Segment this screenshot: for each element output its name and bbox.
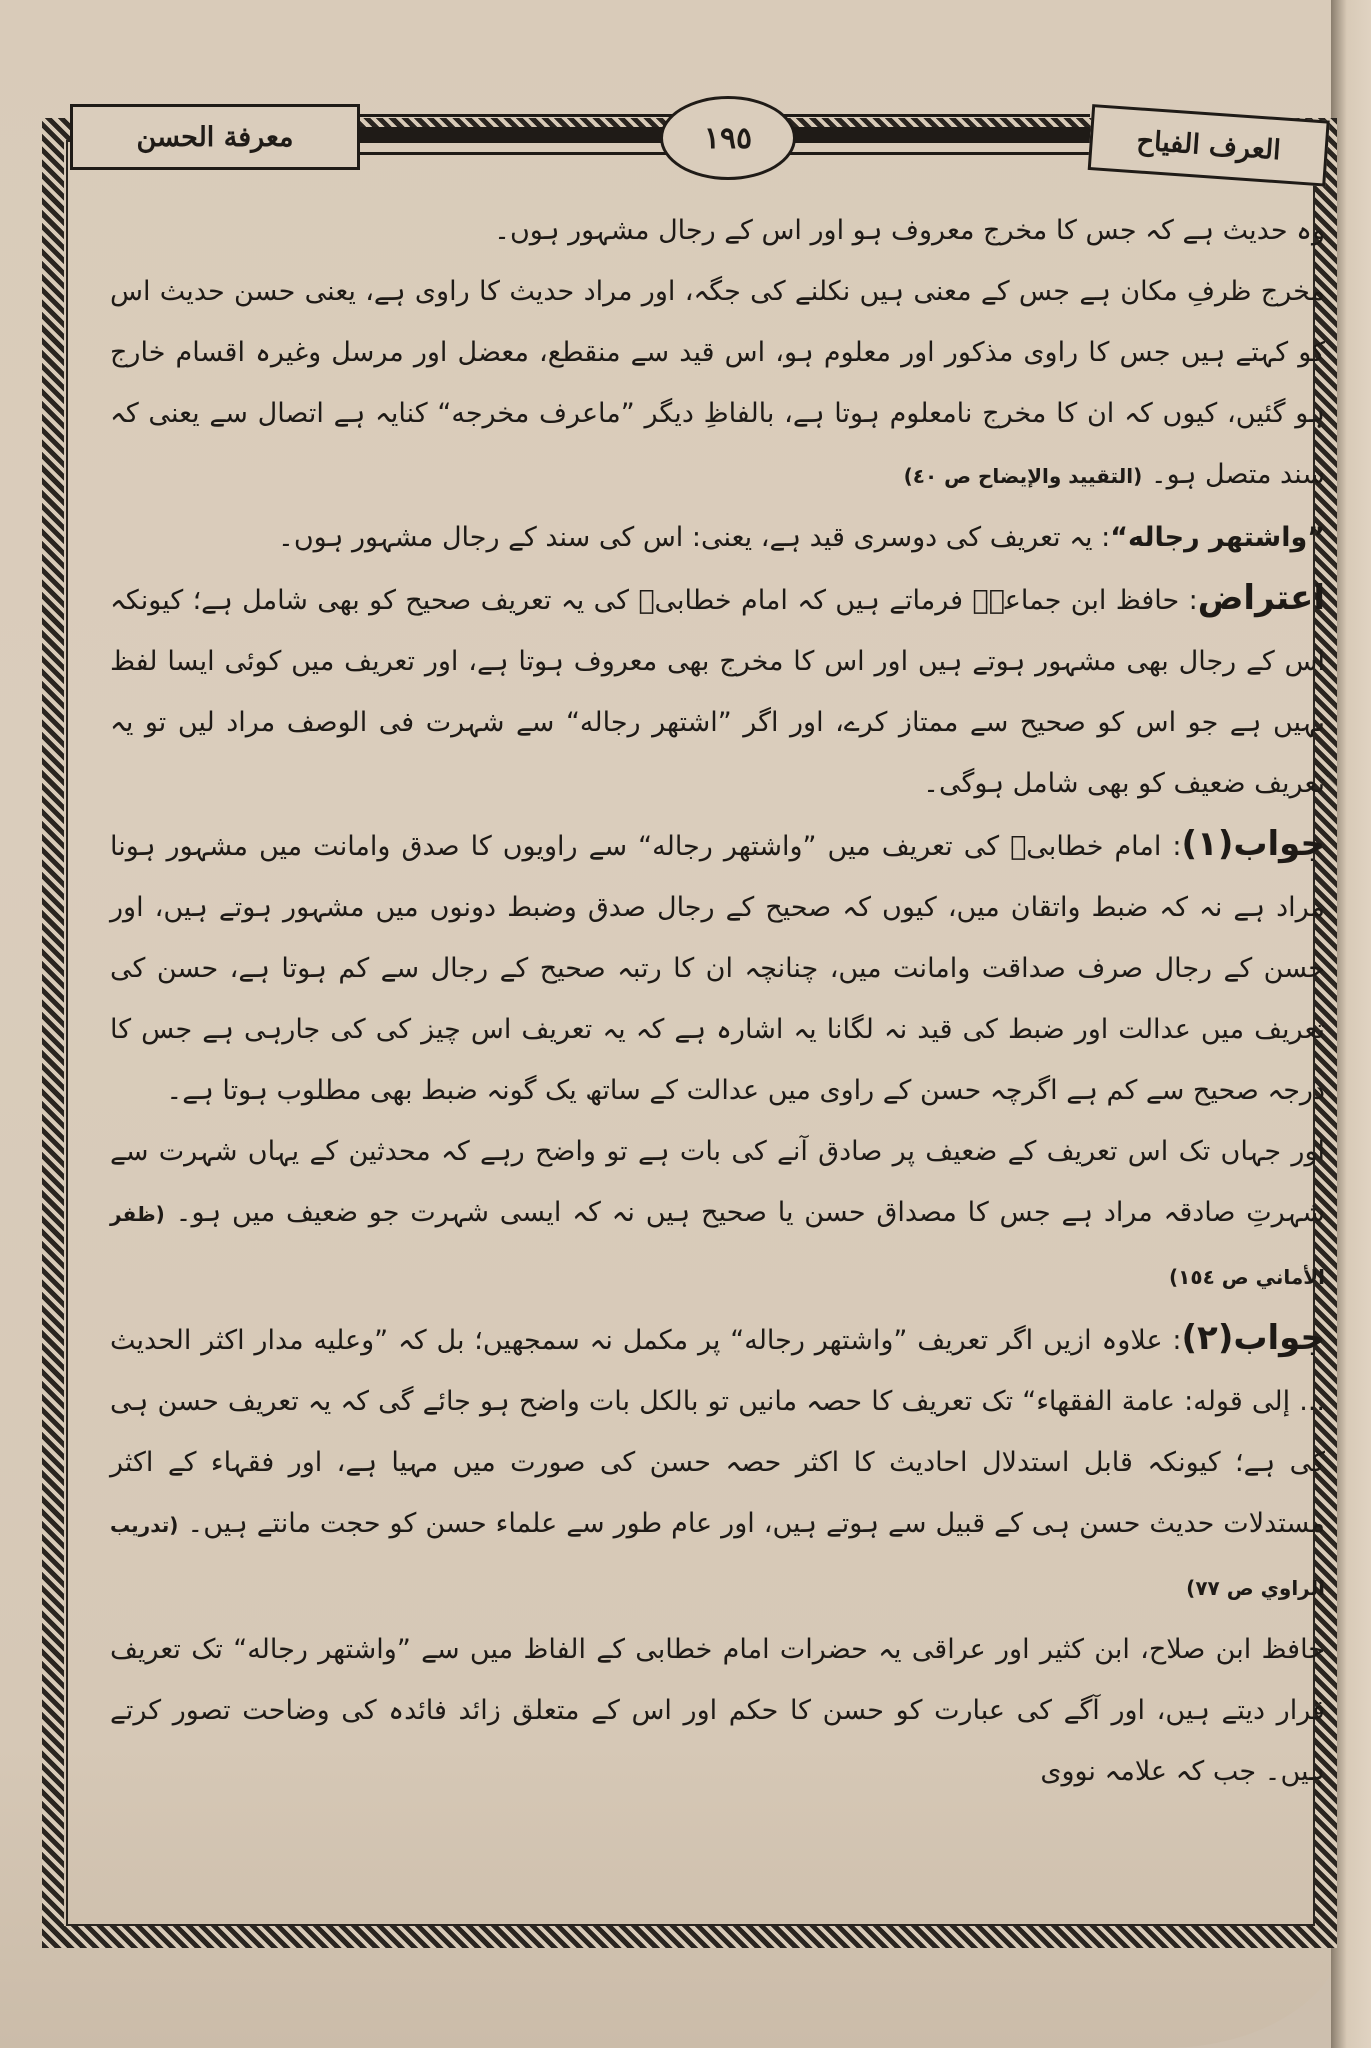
- page-number: [660, 96, 796, 180]
- paragraph-text: : یہ تعریف کی دوسری قید ہے، یعنی: اس کی سند کے رجال مشہور ہوں۔: [278, 522, 1111, 553]
- facing-page-edge: [1331, 0, 1371, 2048]
- paragraph-text: حافظ ابن صلاح، ابن کثیر اور عراقی یہ حضرات امام خطابی کے الفاظ میں سے ”واشتهر رجاله“ تک تعریف قرار دیتے ہیں، اور آگے کی عبارت کو حسن کا حکم اور اس کے متعلق زائد فائدہ کی وضاحت تصور کرتے ہیں۔ جب کہ علامہ نووی: [110, 1634, 1325, 1787]
- citation: (ظفر الأماني ص ١٥٤): [110, 1202, 1325, 1289]
- chapter-title-text: معرفة الحسن: [136, 121, 294, 153]
- paragraph-text: وہ حدیث ہے کہ جس کا مخرج معروف ہو اور اس کے رجال مشہور ہوں۔: [494, 215, 1325, 246]
- paragraph: [110, 261, 1325, 507]
- paragraph: [110, 814, 1325, 1121]
- section-heading: جواب(۲): [1181, 1318, 1325, 1358]
- paragraph: [110, 568, 1325, 814]
- book-title-text: العرف الفياح: [1135, 124, 1282, 166]
- page-body: [110, 200, 1325, 1802]
- section-heading: اعتراض: [1197, 578, 1325, 618]
- paragraph: [110, 1308, 1325, 1619]
- page-number-text: ١٩٥: [703, 120, 753, 156]
- quoted-term: ”واشتهر رجاله“: [1110, 522, 1325, 553]
- paragraph: [110, 507, 1325, 568]
- citation: (التقييد والإيضاح ص ٤٠): [903, 464, 1143, 488]
- paragraph-text: اور جہاں تک اس تعریف کے ضعیف پر صادق آنے کی بات ہے تو واضح رہے کہ محدثین کے یہاں شہرت سے شہرتِ صادقہ مراد ہے جس کا مصداق حسن یا صحیح ہیں نہ کہ ایسی شہرت جو ضعیف میں ہو۔: [110, 1136, 1325, 1228]
- paragraph-text: مخرج ظرفِ مکان ہے جس کے معنی ہیں نکلنے کی جگہ، اور مراد حدیث کا راوی ہے، یعنی حسن حدیث اس کو کہتے ہیں جس کا راوی مذکور اور معلوم ہو، اس قید سے منقطع، معضل اور مرسل وغیرہ اقسام خارج ہو گئیں، کیوں کہ ان کا مخرج نامعلوم ہوتا ہے، بالفاظِ دیگر ”ماعرف مخرجه“ کنایہ ہے اتصال سے یعنی کہ سند متصل ہو۔: [110, 276, 1325, 490]
- paragraph: [110, 200, 1325, 261]
- paragraph: [110, 1121, 1325, 1308]
- citation: (تدريب الراوي ص ٧٧): [110, 1513, 1325, 1600]
- paragraph: [110, 1619, 1325, 1802]
- paragraph-text: : علاوہ ازیں اگر تعریف ”واشتهر رجاله“ پر مکمل نہ سمجھیں؛ بل کہ ”وعليه مدار اكثر الحديث ... إلى قوله: عامة الفقهاء“ تک تعریف کا حصہ مانیں تو بالکل بات واضح ہو جائے گی کہ یہ تعریف حسن ہی کی ہے؛ کیونکہ قابل استدلال احادیث کا اکثر حصہ حسن کی صورت میں مہیا ہے، اور فقہاء کے اکثر مستدلات حدیث حسن ہی کے قبیل سے ہوتے ہیں، اور عام طور سے علماء حسن کو حجت مانتے ہیں۔: [110, 1325, 1325, 1539]
- paragraph-text: : حافظ ابن جماعہؒ فرماتے ہیں کہ امام خطابیؒ کی یہ تعریف صحیح کو بھی شامل ہے؛ کیونکہ اس کے رجال بھی مشہور ہوتے ہیں اور اس کا مخرج بھی معروف ہوتا ہے، اور تعریف میں کوئی ایسا لفظ نہیں ہے جو اس کو صحیح سے ممتاز کرے، اور اگر ”اشتهر رجاله“ سے شہرت فی الوصف مراد لیں تو یہ تعریف ضعیف کو بھی شامل ہوگی۔: [110, 585, 1325, 799]
- section-heading: جواب(۱): [1181, 824, 1325, 864]
- paragraph-text: : امام خطابیؒ کی تعریف میں ”واشتهر رجاله“ سے راویوں کا صدق وامانت میں مشہور ہونا مراد ہے نہ کہ ضبط واتقان میں، کیوں کہ صحیح کے رجال صدق وضبط دونوں میں مشہور ہوتے ہیں، اور حسن کے رجال صرف صداقت وامانت میں، چنانچہ ان کا رتبہ صحیح کے رجال سے کم ہوتا ہے، حسن کی تعریف میں عدالت اور ضبط کی قید نہ لگانا یہ اشارہ ہے کہ یہ تعریف اس چیز کی کی جارہی ہے جس کا درجہ صحیح سے کم ہے اگرچہ حسن کے راوی میں عدالت کے ساتھ یک گونہ ضبط بھی مطلوب ہوتا ہے۔: [110, 831, 1325, 1106]
- chapter-title: [70, 104, 360, 170]
